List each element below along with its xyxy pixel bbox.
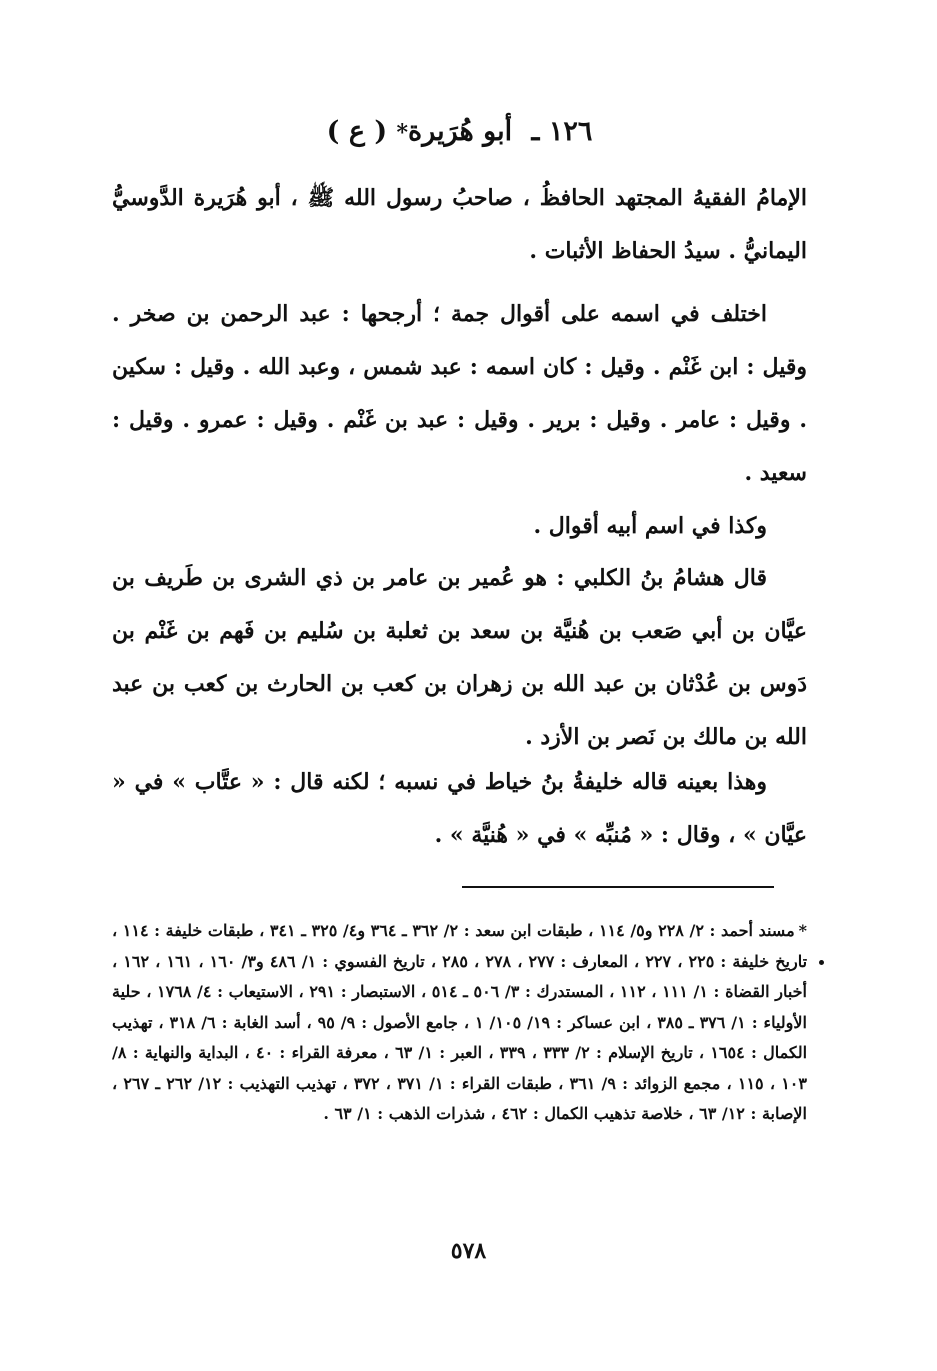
paragraph-name-dispute-text: اختلف في اسمه على أقوال جمة ؛ أرجحها : عبد الرحمن بن صخر . وقيل : ابن غَنْم . وقيل : كان اسمه : عبد شمس ، وعبد الله . وقيل : سكين . وقيل : عامر . وقيل : برير . وقيل : عبد بن غَنْم . وقيل : عمرو . وقيل : سعيد . (112, 301, 808, 486)
footnote-marker: * (396, 120, 409, 146)
paragraph-father-text: وكذا في اسم أبيه أقوال . (533, 513, 767, 539)
paragraph-khalifa (112, 756, 807, 862)
paragraph-father (112, 500, 807, 553)
entry-number: ١٢٦ ـ (531, 116, 593, 147)
paragraph-lineage-text: قال هشامُ بنُ الكلبي : هو عُمير بن عامر بن ذي الشرى بن طَريف بن عيَّان بن أبي صَعب بن هُنيَّة بن سعد بن ثعلبة بن سُليم بن فَهم بن غَنْم بن دَوس بن عُدْثان بن عبد الله بن زهران بن كعب بن الحارث بن كعب بن عبد الله بن مالك بن نَصر بن الأزد . (112, 565, 807, 750)
margin-dot (819, 960, 824, 965)
footnote (112, 916, 807, 1130)
paragraph-name-dispute (112, 288, 807, 500)
paragraph-lineage (112, 552, 807, 764)
paragraph-intro-text: الإمامُ الفقيهُ المجتهد الحافظُ ، صاحبُ رسول الله ﷺ ، أبو هُرَيرة الدَّوسيُّ اليمانيُّ . سيدُ الحفاظ الأثبات . (112, 185, 807, 264)
entry-name: أبو هُرَيرة (408, 116, 513, 147)
page-number: ٥٧٨ (450, 1238, 487, 1264)
paragraph-khalifa-text: وهذا بعينه قاله خليفةُ بنُ خياط في نسبه ؛ لكنه قال : « عتَّاب » في « عيَّان » ، وقال : « مُنبِّه » في « هُنيَّة » . (112, 769, 807, 848)
footnote-divider (462, 886, 774, 888)
entry-heading (112, 112, 807, 153)
paragraph-intro (112, 172, 807, 278)
sources-symbol: ( ع ) (326, 116, 388, 147)
footnote-star: * (798, 921, 808, 940)
footnote-text: مسند أحمد : ٢/ ٢٢٨ و٥/ ١١٤ ، طبقات ابن سعد : ٢/ ٣٦٢ ـ ٣٦٤ و٤/ ٣٢٥ ـ ٣٤١ ، طبقات خليفة : ١١٤ ، تاريخ خليفة : ٢٢٥ ، ٢٢٧ ، المعارف : ٢٧٧ ، ٢٧٨ ، ٢٨٥ ، تاريخ الفسوي : ١/ ٤٨٦ و٣/ ١٦٠ ، ١٦١ ، ١٦٢ ، أخبار القضاة : ١/ ١١١ ، ١١٢ ، المستدرك : ٣/ ٥٠٦ ـ ٥١٤ ، الاستبصار : ٢٩١ ، الاستيعاب : ٤/ ١٧٦٨ ، حلية الأولياء : ١/ ٣٧٦ ـ ٣٨٥ ، ابن عساكر : ١٩/ ١٠٥/ ١ ، جامع الأصول : ٩/ ٩٥ ، أسد الغابة : ٦/ ٣١٨ ، تهذيب الكمال : ١٦٥٤ ، تاريخ الإسلام : ٢/ ٣٣٣ ، ٣٣٩ ، العبر : ١/ ٦٣ ، معرفة القراء : ٤٠ ، البداية والنهاية : ٨/ ١٠٣ ، ١١٥ ، مجمع الزوائد : ٩/ ٣٦١ ، طبقات القراء : ١/ ٣٧١ ، ٣٧٢ ، تهذيب التهذيب : ١٢/ ٢٦٢ ـ ٢٦٧ ، الإصابة : ١٢/ ٦٣ ، خلاصة تذهيب الكمال : ٤٦٢ ، شذرات الذهب : ١/ ٦٣ . (112, 921, 808, 1123)
